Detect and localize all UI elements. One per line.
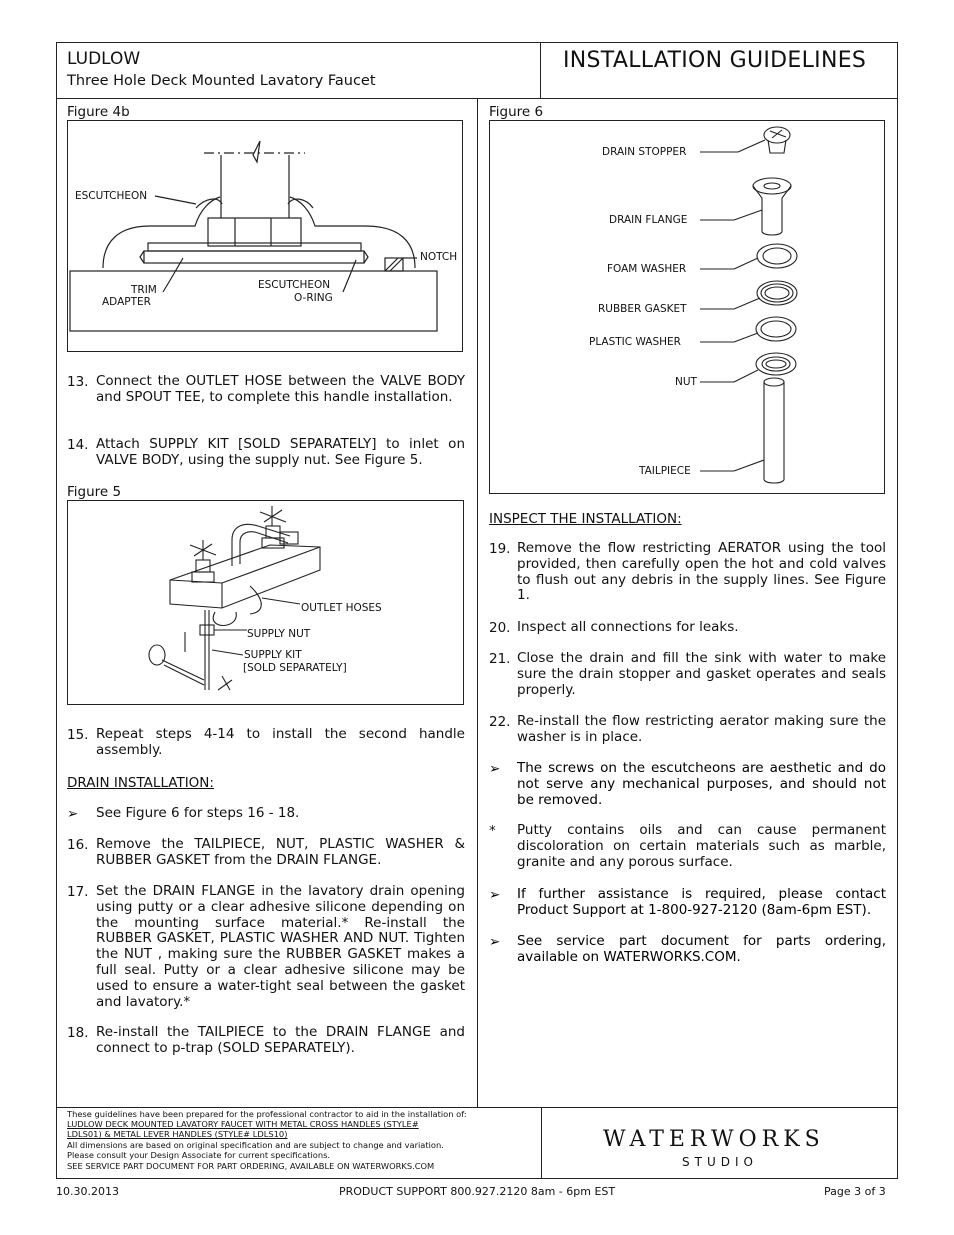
document-date: 10.30.2013 bbox=[56, 1185, 119, 1198]
step-16-number: 16. bbox=[67, 837, 89, 853]
step-22-number: 22. bbox=[489, 714, 511, 730]
callout-escutcheon-oring-1: ESCUTCHEON bbox=[258, 279, 331, 291]
step-20-number: 20. bbox=[489, 620, 511, 636]
step-14-number: 14. bbox=[67, 437, 89, 453]
step-19-number: 19. bbox=[489, 541, 511, 557]
callout-notch: NOTCH bbox=[420, 251, 458, 263]
step-15-number: 15. bbox=[67, 727, 89, 743]
callout-supply-kit-1: SUPPLY KIT bbox=[244, 649, 302, 661]
step-17-number: 17. bbox=[67, 884, 89, 900]
figure-4b-label: Figure 4b bbox=[67, 104, 130, 120]
callout-escutcheon: ESCUTCHEON bbox=[75, 190, 148, 202]
step-15-text: Repeat steps 4-14 to install the second handle assembly. bbox=[96, 726, 465, 758]
callout-escutcheon-oring-2: O-RING bbox=[294, 292, 333, 304]
callout-drain-stopper: DRAIN STOPPER bbox=[602, 146, 687, 158]
callout-nut: NUT bbox=[675, 376, 697, 388]
page-number: Page 3 of 3 bbox=[824, 1185, 886, 1198]
callout-foam-washer: FOAM WASHER bbox=[607, 263, 687, 275]
step-21-number: 21. bbox=[489, 651, 511, 667]
footer-line-4: All dimensions are based on original specification and are subject to change and variation. bbox=[67, 1140, 444, 1150]
footer-line-1: These guidelines have been prepared for the professional contractor to aid in the installation of: bbox=[67, 1109, 467, 1119]
step-18-number: 18. bbox=[67, 1025, 89, 1041]
note-screws-mark: ➢ bbox=[489, 761, 501, 777]
note-screws-text: The screws on the escutcheons are aesthetic and do not serve any mechanical purposes, and should not be removed. bbox=[517, 760, 886, 808]
callout-adapter: ADAPTER bbox=[102, 296, 151, 308]
callout-supply-kit-2: [SOLD SEPARATELY] bbox=[243, 662, 347, 674]
callout-plastic-washer: PLASTIC WASHER bbox=[589, 336, 681, 348]
callout-tailpiece: TAILPIECE bbox=[639, 465, 691, 477]
footer-line-3: LDLS01) & METAL LEVER HANDLES (STYLE# LDLS10) bbox=[67, 1129, 288, 1139]
studio-logo: STUDIO bbox=[682, 1155, 758, 1169]
step-22-text: Re-install the flow restricting aerator making sure the washer is in place. bbox=[517, 713, 886, 745]
bullet-see-figure-text: See Figure 6 for steps 16 - 18. bbox=[96, 805, 300, 821]
note-putty-text: Putty contains oils and can cause permanent discoloration on certain materials such as marble, granite and any porous surface. bbox=[517, 822, 886, 870]
step-19-text: Remove the flow restricting AERATOR using the tool provided, then carefully open the hot and cold valves to flush out any debris in the supply lines. See Figure 1. bbox=[517, 540, 886, 604]
callout-drain-flange: DRAIN FLANGE bbox=[609, 214, 688, 226]
step-17-text: Set the DRAIN FLANGE in the lavatory drain opening using putty or a clear adhesive silicone depending on the mounting surface material.* Re-install the RUBBER GASKET, PLASTIC WASHER AND NUT. Tighten the NUT , making sure the RUBBER GASKET makes a full seal. Putty or a clear adhesive silicone may be used to ensure a water-tight seal between the gasket and lavatory.* bbox=[96, 883, 465, 1010]
figure-5-label: Figure 5 bbox=[67, 484, 122, 500]
note-service-text: See service part document for parts ordering, available on WATERWORKS.COM. bbox=[517, 933, 886, 965]
product-subtitle: Three Hole Deck Mounted Lavatory Faucet bbox=[67, 73, 376, 89]
step-18-text: Re-install the TAILPIECE to the DRAIN FLANGE and connect to p-trap (SOLD SEPARATELY). bbox=[96, 1024, 465, 1056]
inspect-installation-heading: INSPECT THE INSTALLATION: bbox=[489, 511, 682, 527]
footer-line-2: LUDLOW DECK MOUNTED LAVATORY FAUCET WITH METAL CROSS HANDLES (STYLE# bbox=[67, 1119, 419, 1129]
callout-trim: TRIM bbox=[131, 284, 157, 296]
figure-6-label: Figure 6 bbox=[489, 104, 544, 120]
step-21-text: Close the drain and fill the sink with water to make sure the drain stopper and gasket operates and seals properly. bbox=[517, 650, 886, 698]
step-14-text: Attach SUPPLY KIT [SOLD SEPARATELY] to inlet on VALVE BODY, using the supply nut. See Figure 5. bbox=[96, 436, 465, 468]
note-support-mark: ➢ bbox=[489, 887, 501, 903]
product-support-line: PRODUCT SUPPORT 800.927.2120 8am - 6pm EST bbox=[339, 1185, 616, 1198]
step-20-text: Inspect all connections for leaks. bbox=[517, 619, 739, 635]
bullet-see-figure-mark: ➢ bbox=[67, 806, 79, 822]
footer-line-5: Please consult your Design Associate for current specifications. bbox=[67, 1150, 331, 1160]
step-16-text: Remove the TAILPIECE, NUT, PLASTIC WASHER & RUBBER GASKET from the DRAIN FLANGE. bbox=[96, 836, 465, 868]
callout-outlet-hoses: OUTLET HOSES bbox=[301, 602, 382, 614]
callout-rubber-gasket: RUBBER GASKET bbox=[598, 303, 687, 315]
note-putty-mark: * bbox=[489, 823, 496, 839]
footer-line-6: SEE SERVICE PART DOCUMENT FOR PART ORDERING, AVAILABLE ON WATERWORKS.COM bbox=[67, 1161, 435, 1171]
document-title: INSTALLATION GUIDELINES bbox=[563, 48, 867, 73]
note-service-mark: ➢ bbox=[489, 934, 501, 950]
step-13-number: 13. bbox=[67, 374, 89, 390]
callout-supply-nut: SUPPLY NUT bbox=[247, 628, 311, 640]
step-13-text: Connect the OUTLET HOSE between the VALVE BODY and SPOUT TEE, to complete this handle installation. bbox=[96, 373, 465, 405]
waterworks-logo: WATERWORKS bbox=[603, 1127, 825, 1152]
note-support-text: If further assistance is required, please contact Product Support at 1-800-927-2120 (8am-6pm EST). bbox=[517, 886, 886, 918]
product-name: LUDLOW bbox=[67, 49, 141, 69]
drain-installation-heading: DRAIN INSTALLATION: bbox=[67, 775, 214, 791]
